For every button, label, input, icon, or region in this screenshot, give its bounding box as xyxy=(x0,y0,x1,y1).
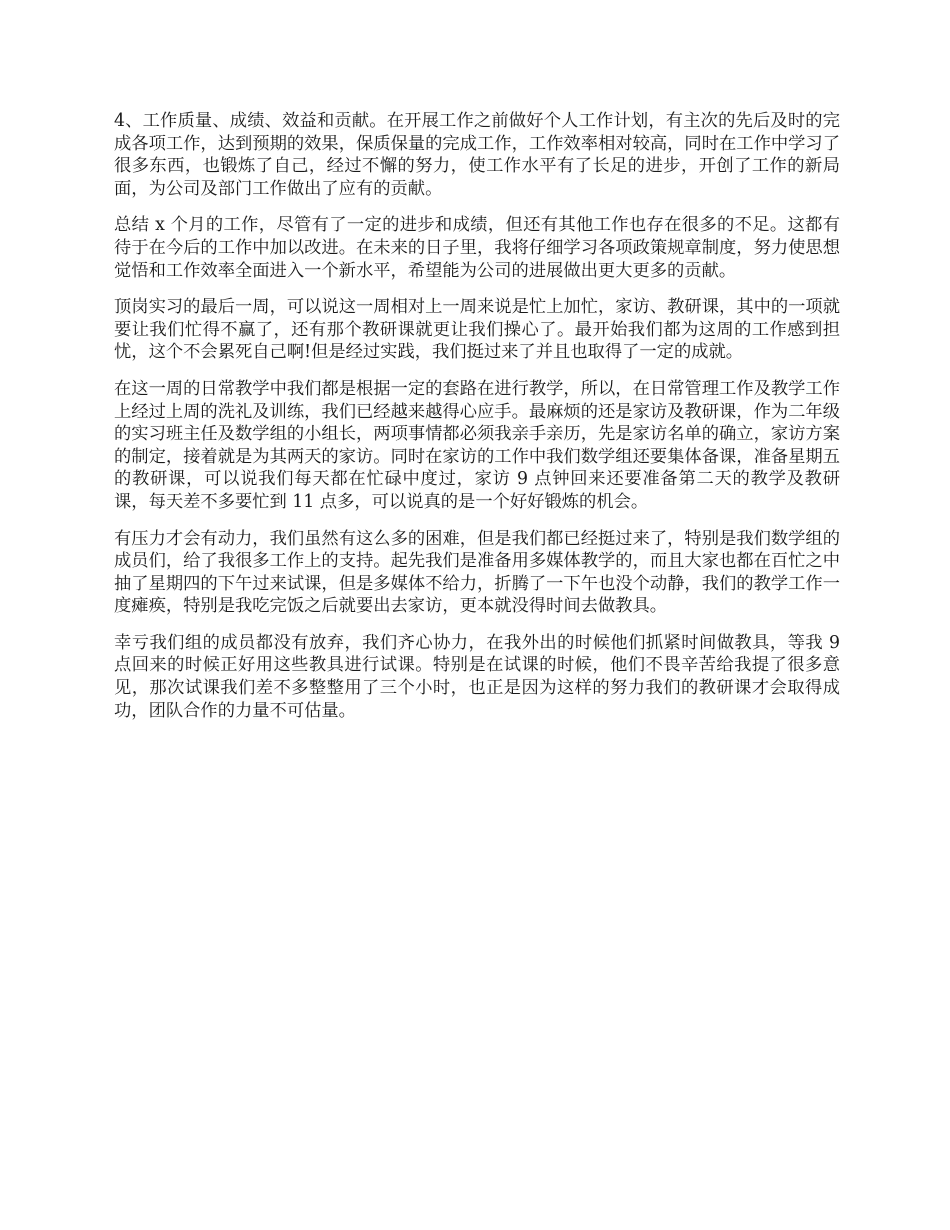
paragraph-work-quality: 4、工作质量、成绩、效益和贡献。在开展工作之前做好个人工作计划，有主次的先后及时的完成各项工作，达到预期的效果，保质保量的完成工作，工作效率相对较高，同时在工作中学习了很多东西，也锻炼了自己，经过不懈的努力，使工作水平有了长足的进步，开创了工作的新局面，为公司及部门工作做出了应有的贡献。 xyxy=(114,111,840,199)
paragraph-internship-last-week: 顶岗实习的最后一周，可以说这一周相对上一周来说是忙上加忙，家访、教研课，其中的一项就要让我们忙得不赢了，还有那个教研课就更让我们操心了。最开始我们都为这周的工作感到担忧，这个不会累死自己啊!但是经过实践，我们挺过来了并且也取得了一定的成就。 xyxy=(114,297,840,363)
paragraph-summary: 总结 x 个月的工作，尽管有了一定的进步和成绩，但还有其他工作也存在很多的不足。这都有待于在今后的工作中加以改进。在未来的日子里，我将仔细学习各项政策规章制度，努力使思想觉悟和工作效率全面进入一个新水平，希望能为公司的进展做出更大更多的贡献。 xyxy=(114,215,840,281)
paragraph-teamwork: 幸亏我们组的成员都没有放弃，我们齐心协力，在我外出的时候他们抓紧时间做教具，等我 9 点回来的时候正好用这些教具进行试课。特别是在试课的时候，他们不畏辛苦给我提了很多意见，那次试课我们差不多整整用了三个小时，也正是因为这样的努力我们的教研课才会取得成功，团队合作的力量不可估量。 xyxy=(114,632,840,721)
paragraph-daily-teaching: 在这一周的日常教学中我们都是根据一定的套路在进行教学，所以，在日常管理工作及教学工作上经过上周的洗礼及训练，我们已经越来越得心应手。最麻烦的还是家访及教研课，作为二年级的实习班主任及数学组的小组长，两项事情都必须我亲手亲历，先是家访名单的确立，家访方案的制定，接着就是为其两天的家访。同时在家访的工作中我们数学组还要集体备课，准备星期五的教研课，可以说我们每天都在忙碌中度过，家访 9 点钟回来还要准备第二天的教学及教研课，每天差不多要忙到 11 点多，可以说真的是一个好好锻炼的机会。 xyxy=(114,378,840,512)
document-body xyxy=(114,110,840,736)
paragraph-pressure-motivation: 有压力才会有动力，我们虽然有这么多的困难，但是我们都已经挺过来了，特别是我们数学组的成员们，给了我很多工作上的支持。起先我们是准备用多媒体教学的，而且大家也都在百忙之中抽了星期四的下午过来试课，但是多媒体不给力，折腾了一下午也没个动静，我们的教学工作一度瘫痪，特别是我吃完饭之后就要出去家访，更本就没得时间去做教具。 xyxy=(114,528,840,617)
